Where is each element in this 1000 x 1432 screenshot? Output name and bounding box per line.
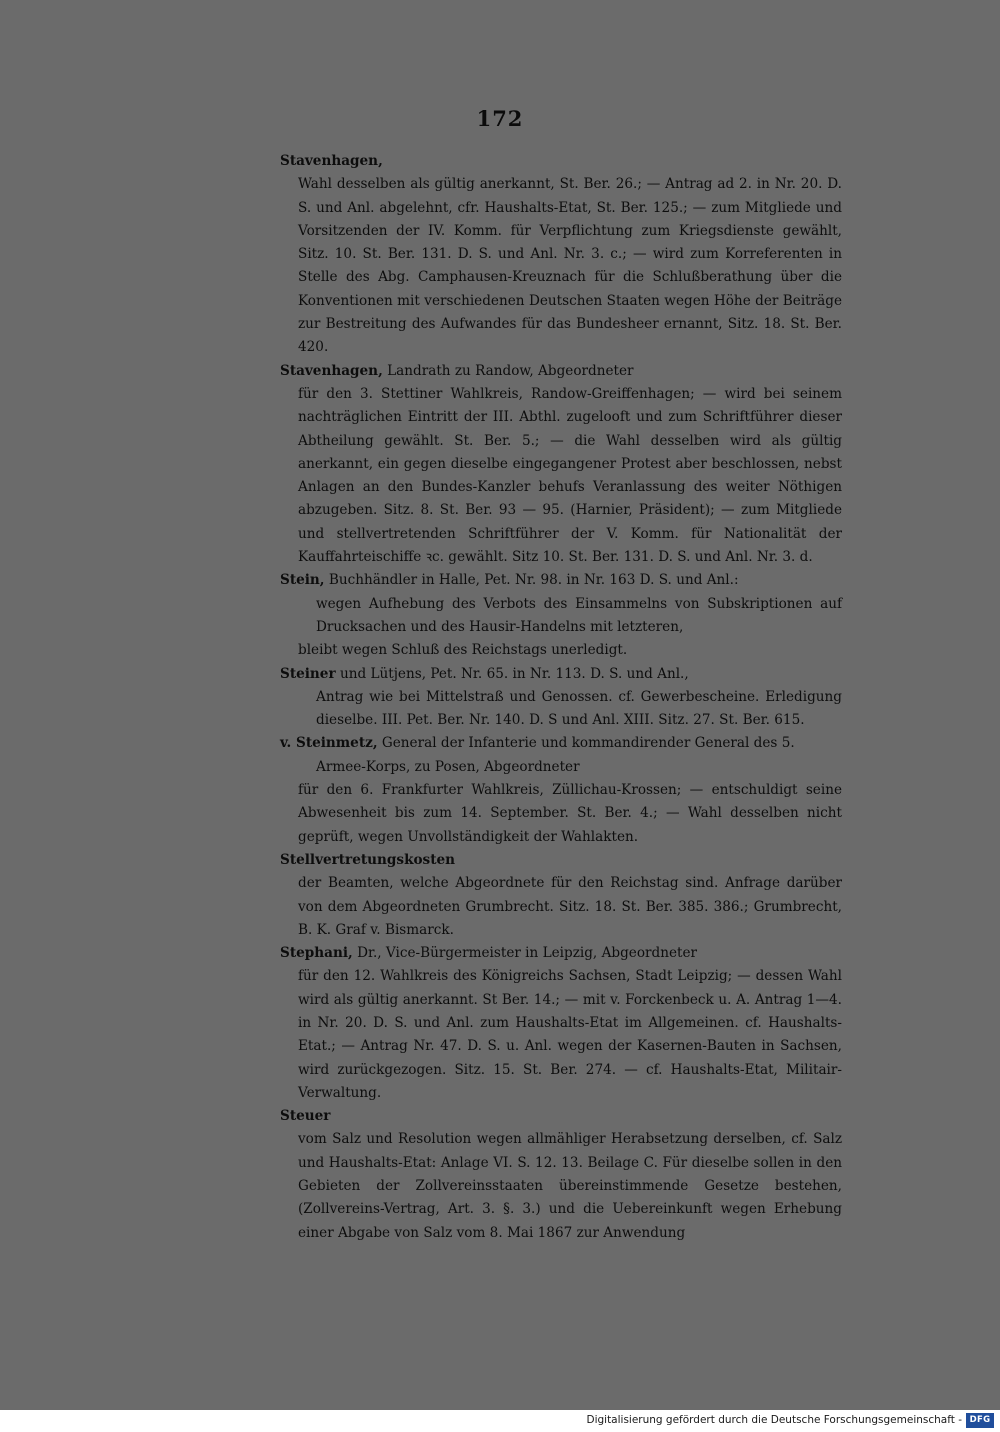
entry-headrest: General der Infanterie und kommandirender General des 5. xyxy=(381,735,795,752)
entry-headword: Stellvertretungskosten xyxy=(280,851,456,868)
entry-headline xyxy=(280,569,842,592)
entry-body: für den 3. Stettiner Wahlkreis, Randow-Greiffenhagen; — wird bei seinem nachträglichen Eintritt der III. Abthl. zugelooft und zum Schriftführer dieser Abtheilung gewählt. St. Ber. 5.; — die Wahl desselben wird als gültig anerkannt, ein gegen dieselbe eingegangener Protest aber beschlossen, nebst Anlagen an den Bundes-Kanzler behufs Veranlassung des weiter Nöthigen abzugeben. Sitz. 8. St. Ber. 93 — 95. (Harnier, Präsident); — zum Mitgliede und stellvertretenden Schriftführer der V. Komm. für Nationalität der Kauffahrteischiffe ꝛc. gewählt. Sitz 10. St. Ber. 131. D. S. und Anl. Nr. 3. d. xyxy=(298,385,842,566)
entry-stephani xyxy=(280,942,842,1105)
entry-headword: Stavenhagen, xyxy=(280,362,383,379)
entry-headline xyxy=(280,942,842,965)
entry-steiner xyxy=(280,663,842,733)
index-entries xyxy=(280,150,842,1245)
entry-body: der Beamten, welche Abgeordnete für den Reichstag sind. Anfrage darüber von dem Abgeordneten Grumbrecht. Sitz. 18. St. Ber. 385. 386.; Grumbrecht, B. K. Graf v. Bismarck. xyxy=(298,875,842,938)
entry-headword: Stein, xyxy=(280,572,325,589)
entry-subtext: wegen Aufhebung des Verbots des Einsammelns von Subskriptionen auf Drucksachen und des Hausir-Handelns mit letzteren, xyxy=(316,595,842,635)
entry-headline xyxy=(280,663,842,686)
entry-continuation: bleibt wegen Schluß des Reichstags unerledigt. xyxy=(298,642,628,659)
entry-body: vom Salz und Resolution wegen allmähliger Herabsetzung derselben, cf. Salz und Haushalts-Etat: Anlage VI. S. 12. 13. Beilage C. Für dieselbe sollen in den Gebieten der Zollvereinsstaaten übereinstimmende Gesetze bestehen, (Zollvereins-Vertrag, Art. 3. §. 3.) und die Uebereinkunft wegen Erhebung einer Abgabe von Salz vom 8. Mai 1867 zur Anwendung xyxy=(298,1131,842,1241)
entry-headword: Stephani, xyxy=(280,945,353,962)
entry-body: für den 12. Wahlkreis des Königreichs Sachsen, Stadt Leipzig; — dessen Wahl wird als gültig anerkannt. St Ber. 14.; — mit v. Forckenbeck u. A. Antrag 1—4. in Nr. 20. D. S. und Anl. zum Haushalts-Etat im Allgemeinen. cf. Haushalts-Etat.; — Antrag Nr. 47. D. S. u. Anl. wegen der Kasernen-Bauten in Sachsen, wird zurückgezogen. Sitz. 15. St. Ber. 274. — cf. Haushalts-Etat, Militair-Verwaltung. xyxy=(298,968,842,1101)
entry-headword: Steuer xyxy=(280,1108,331,1125)
funding-footer xyxy=(0,1410,1000,1432)
entry-headline xyxy=(280,360,842,383)
page-number: 172 xyxy=(476,106,524,131)
entry-steuer xyxy=(280,1105,842,1245)
entry-body: Wahl desselben als gültig anerkannt, St. Ber. 26.; — Antrag ad 2. in Nr. 20. D. S. und Anl. abgelehnt, cfr. Haushalts-Etat, St. Ber. 125.; — zum Mitgliede und Vorsitzenden der IV. Komm. für Verpflichtung zum Kriegsdienste gewählt, Sitz. 10. St. Ber. 131. D. S. und Anl. Nr. 3. c.; — wird zum Korreferenten in Stelle des Abg. Camphausen-Kreuznach für die Schlußberathung über die Konventionen mit verschiedenen Deutschen Staaten wegen Höhe der Beiträge zur Bestreitung des Aufwandes für das Bundesheer ernannt, Sitz. 18. St. Ber. 420. xyxy=(298,176,842,356)
entry-headline xyxy=(280,732,842,755)
entry-headrest: Dr., Vice-Bürgermeister in Leipzig, Abgeordneter xyxy=(357,945,698,962)
funding-notice: Digitalisierung gefördert durch die Deutsche Forschungsgemeinschaft - xyxy=(586,1414,962,1426)
entry-subtext: Antrag wie bei Mittelstraß und Genossen. cf. Gewerbescheine. Erledigung dieselbe. III. Pet. Ber. Nr. 140. D. S und Anl. XIII. Sitz. 27. St. Ber. 615. xyxy=(316,688,842,729)
entry-stavenhagen-1 xyxy=(280,150,842,360)
entry-headrest: Buchhändler in Halle, Pet. Nr. 98. in Nr. 163 D. S. und Anl.: xyxy=(328,572,739,589)
entry-stein xyxy=(280,569,842,662)
entry-subtext: Armee-Korps, zu Posen, Abgeordneter xyxy=(316,758,580,775)
entry-headword: Steiner xyxy=(280,665,336,682)
entry-headrest: Landrath zu Randow, Abgeordneter xyxy=(387,362,634,379)
entry-stavenhagen-2 xyxy=(280,360,842,570)
entry-headrest: und Lütjens, Pet. Nr. 65. in Nr. 113. D. S. und Anl., xyxy=(339,665,689,682)
entry-stellvertretungskosten xyxy=(280,849,842,942)
entry-body: für den 6. Frankfurter Wahlkreis, Züllichau-Krossen; — entschuldigt seine Abwesenheit bis zum 14. September. St. Ber. 4.; — Wahl desselben nicht geprüft, wegen Unvollständigkeit der Wahlakten. xyxy=(298,782,842,845)
entry-headword: v. Steinmetz, xyxy=(280,735,378,752)
dfg-logo-icon: DFG xyxy=(966,1413,994,1428)
entry-steinmetz xyxy=(280,732,842,848)
entry-headword: Stavenhagen, xyxy=(280,153,383,169)
